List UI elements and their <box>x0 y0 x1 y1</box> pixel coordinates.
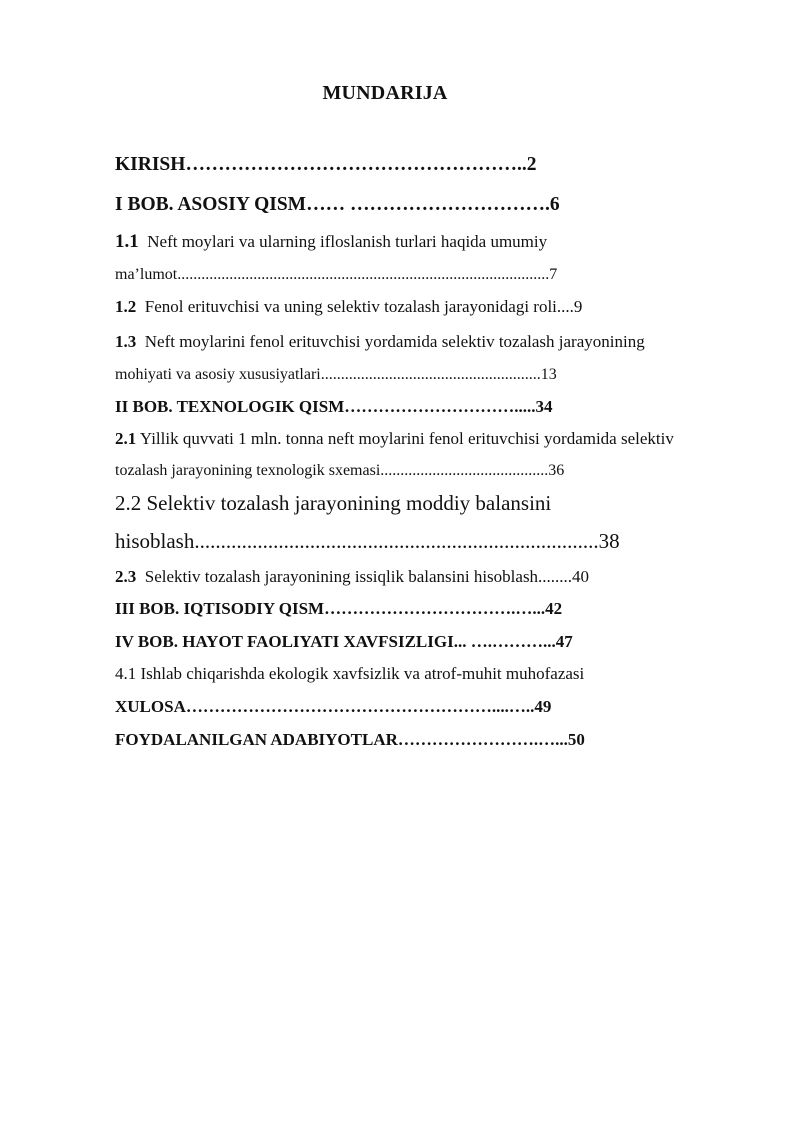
toc-entry-chapter-1: I BOB. ASOSIY QISM…… ………………………….6 <box>115 194 560 215</box>
toc-entry-2-2-cont: hisoblash.............................................................................38 <box>115 529 620 553</box>
toc-entry-kirish: KIRISH……………………………………………..2 <box>115 154 537 175</box>
toc-entry-chapter-2: II BOB. TEXNOLOGIK QISM………………………….....34 <box>115 397 553 416</box>
toc-entry-1-3 <box>115 333 645 350</box>
toc-text: Neft moylari va ularning ifloslanish turlari haqida umumiy <box>147 232 548 251</box>
toc-entry-2-2: 2.2 Selektiv tozalash jarayonining moddiy balansini <box>115 491 552 515</box>
toc-number: 1.1 <box>115 231 139 252</box>
toc-entry-2-3 <box>115 568 589 585</box>
toc-text: Selektiv tozalash jarayonining issiqlik balansini hisoblash........40 <box>144 567 590 586</box>
toc-entry-chapter-3: III BOB. IQTISODIY QISM…………………………….…...42 <box>115 599 563 618</box>
toc-number: 1.3 <box>115 332 137 351</box>
page-title: MUNDARIJA <box>322 82 448 104</box>
toc-number: 2.3 <box>115 567 137 586</box>
toc-number: 2.1 <box>115 429 137 448</box>
toc-entry-1-3-cont: mohiyati va asosiy xususiyatlari.......................................................13 <box>115 366 557 383</box>
toc-text: Neft moylarini fenol erituvchisi yordamida selektiv tozalash jarayonining <box>144 332 645 351</box>
toc-text: Yillik quvvati 1 mln. tonna neft moylarini fenol erituvchisi yordamida selektiv <box>139 429 674 448</box>
toc-entry-1-1-cont: ma’lumot.............................................................................................7 <box>115 266 558 283</box>
toc-text: Fenol erituvchisi va uning selektiv tozalash jarayonidagi roli....9 <box>144 297 583 316</box>
toc-entry-1-1 <box>115 232 547 251</box>
toc-number: 1.2 <box>115 297 137 316</box>
toc-entry-1-2 <box>115 298 582 315</box>
toc-entry-xulosa: XULOSA………………………………………………....…..49 <box>115 697 552 716</box>
toc-entry-chapter-4: IV BOB. HAYOT FAOLIYATI XAVFSIZLIGI... ….………...47 <box>115 632 573 651</box>
toc-entry-4-1: 4.1 Ishlab chiqarishda ekologik xavfsizlik va atrof-muhit muhofazasi <box>115 664 585 683</box>
toc-entry-2-1 <box>115 430 674 447</box>
toc-entry-references: FOYDALANILGAN ADABIYOTLAR…………………….…...50 <box>115 730 585 749</box>
toc-entry-2-1-cont: tozalash jarayonining texnologik sxemasi..........................................36 <box>115 462 565 479</box>
